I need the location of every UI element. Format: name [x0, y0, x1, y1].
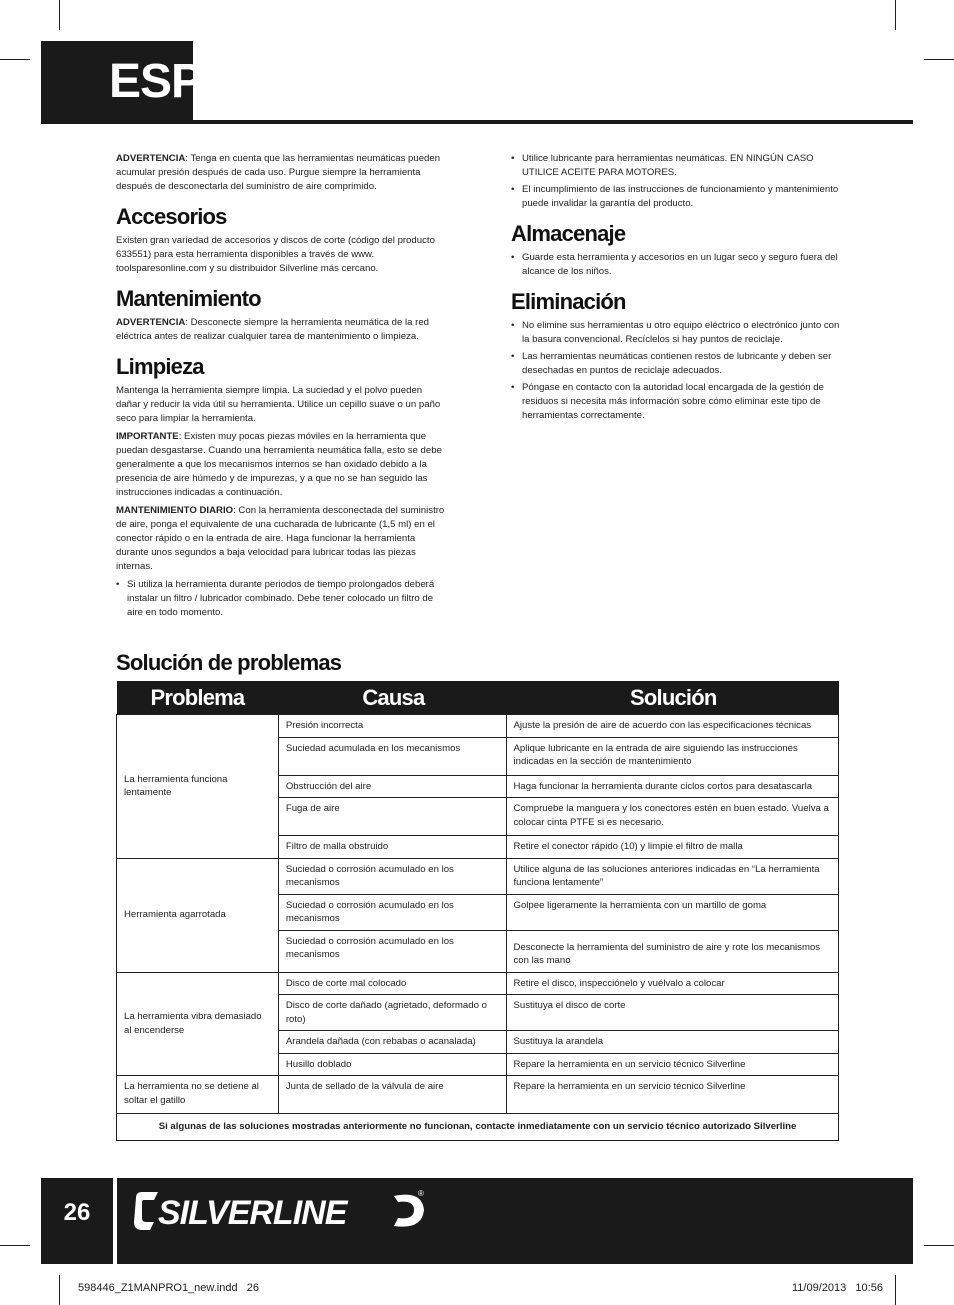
maintenance-warning: ADVERTENCIA: Desconecte siempre la herramienta neumática de la red eléctrica antes de realizar cualquier tarea de mantenimiento o limpieza.: [116, 317, 429, 342]
solution-cell: Repare la herramienta en un servicio técnico Silverline: [506, 1076, 839, 1114]
list-item: • No elimine sus herramientas u otro equipo eléctrico o electrónico junto con la basura convencional. Recíclelos si hay puntos de reciclaje.: [511, 319, 841, 347]
table-row: [117, 972, 839, 995]
eliminacion-bullets: [511, 319, 841, 423]
crop-mark: [59, 0, 60, 30]
cause-cell: Fuga de aire: [278, 798, 506, 836]
solution-cell: Aplique lubricante en la entrada de aire siguiendo las instrucciones indicadas en la sección de mantenimiento: [506, 737, 839, 775]
footer-separator: [113, 1178, 117, 1264]
column-header-solucion: Solución: [506, 681, 839, 715]
lubricant-bullets: [511, 152, 841, 211]
problem-cell: La herramienta funciona lentamente: [117, 715, 279, 859]
solution-cell: Haga funcionar la herramienta durante ciclos cortos para desatascarla: [506, 775, 839, 798]
cause-cell: Filtro de malla obstruido: [278, 836, 506, 859]
accesorios-text: Existen gran variedad de accesorios y discos de corte (código del producto 633551) para esta herramienta disponibles a través de www. toolsparesonline.com y su distribuidor Silverline más cercano.: [116, 235, 435, 274]
problem-cell: La herramienta vibra demasiado al encenderse: [117, 972, 279, 1076]
troubleshooting-table: [116, 681, 839, 1141]
language-tab: ESP: [41, 41, 193, 123]
solution-cell: Retire el disco, inspecciónelo y vuélvalo a colocar: [506, 972, 839, 995]
column-header-causa: Causa: [278, 681, 506, 715]
silverline-logo-graphic: [132, 1188, 432, 1234]
troubleshooting-title: Solución de problemas: [116, 650, 342, 675]
table-row: [117, 1076, 839, 1114]
solution-cell: Ajuste la presión de aire de acuerdo con las especificaciones técnicas: [506, 715, 839, 738]
list-item: • Las herramientas neumáticas contienen restos de lubricante y deben ser desechadas en puntos de reciclaje adecuados.: [511, 350, 841, 378]
crop-mark: [0, 59, 30, 60]
problem-cell: La herramienta no se detiene al soltar el gatillo: [117, 1076, 279, 1114]
cause-cell: Obstrucción del aire: [278, 775, 506, 798]
list-item: • Utilice lubricante para herramientas neumáticas. EN NINGÚN CASO UTILICE ACEITE PARA MOTORES.: [511, 152, 841, 180]
cause-cell: Junta de sellado de la válvula de aire: [278, 1076, 506, 1114]
crop-mark: [0, 1245, 30, 1246]
cause-cell: Husillo doblado: [278, 1053, 506, 1076]
crop-mark: [895, 0, 896, 30]
table-header-row: [117, 681, 839, 715]
solution-cell: Sustituya la arandela: [506, 1031, 839, 1054]
crop-mark: [59, 1275, 60, 1305]
warning-paragraph: ADVERTENCIA: Tenga en cuenta que las herramientas neumáticas pueden acumular presión después de cada uso. Purgue siempre la herramienta después de desconectarla del suministro de aire comprimido.: [116, 153, 441, 192]
almacenaje-bullets: [511, 251, 841, 279]
solution-cell: Golpee ligeramente la herramienta con un martillo de goma: [506, 894, 839, 930]
section-title-limpieza: Limpieza: [116, 354, 204, 379]
list-item: • Si utiliza la herramienta durante periodos de tiempo prolongados deberá instalar un filtro / lubricador combinado. Debe tener colocado un filtro de aire en todo momento.: [116, 578, 446, 620]
cause-cell: Suciedad o corrosión acumulado en los mecanismos: [278, 858, 506, 894]
registered-mark: ®: [418, 1189, 424, 1198]
list-item: • Póngase en contacto con la autoridad local encargada de la gestión de residuos si necesita más información sobre cómo eliminar este tipo de herramientas correctamente.: [511, 381, 841, 423]
solution-cell: Utilice alguna de las soluciones anteriores indicadas en “La herramienta funciona lentamente”: [506, 858, 839, 894]
limpieza-bullets: [116, 578, 446, 620]
cause-cell: Suciedad o corrosión acumulado en los mecanismos: [278, 930, 506, 972]
list-item: • El incumplimiento de las instrucciones de funcionamiento y mantenimiento puede invalidar la garantía del producto.: [511, 183, 841, 211]
crop-mark: [895, 1275, 896, 1305]
section-title-mantenimiento: Mantenimiento: [116, 286, 261, 311]
solution-cell: Retire el conector rápido (10) y limpie el filtro de malla: [506, 836, 839, 859]
solution-cell: Compruebe la manguera y los conectores estén en buen estado. Vuelva a colocar cinta PTFE si es necesario.: [506, 798, 839, 836]
logo-wordmark: SILVERLINE: [158, 1194, 347, 1232]
column-header-problema: Problema: [117, 681, 279, 715]
header-rule: [41, 120, 913, 124]
cause-cell: Presión incorrecta: [278, 715, 506, 738]
silverline-logo: [132, 1188, 432, 1239]
problem-cell: Herramienta agarrotada: [117, 858, 279, 972]
daily-maintenance-paragraph: MANTENIMIENTO DIARIO: Con la herramienta desconectada del suministro de aire, ponga el equivalente de una cucharada de lubricante (1,5 ml) en el conector rápido o en la entrada de aire. Haga funcionar la herramienta durante unos segundos a baja velocidad para lubricar todas las piezas internas.: [116, 505, 445, 572]
cause-cell: Disco de corte mal colocado: [278, 972, 506, 995]
section-title-eliminacion: Eliminación: [511, 289, 626, 314]
cause-cell: Disco de corte dañado (agrietado, deformado o roto): [278, 995, 506, 1031]
page-number: 26: [63, 1199, 91, 1226]
section-title-almacenaje: Almacenaje: [511, 221, 626, 246]
table-footer-row: [117, 1114, 839, 1141]
slug-date: 11/09/2013 10:56: [792, 1282, 883, 1294]
important-paragraph: IMPORTANTE: Existen muy pocas piezas móviles en la herramienta que puedan desgastarse. Cuando una herramienta neumática falla, esto se debe generalmente a que los mecanismos internos se han oxidado debido a la presencia de aire húmedo y de impurezas, y a que no se han seguido las instrucciones indicadas a continuación.: [116, 431, 442, 498]
cause-cell: Arandela dañada (con rebabas o acanalada): [278, 1031, 506, 1054]
left-column: [116, 152, 446, 624]
table-row: [117, 858, 839, 894]
table-row: [117, 715, 839, 738]
crop-mark: [924, 1245, 954, 1246]
slug-filename: 598446_Z1MANPRO1_new.indd 26: [78, 1282, 260, 1294]
table-footer-note: Si algunas de las soluciones mostradas anteriormente no funcionan, contacte inmediatamente con un servicio técnico autorizado Silverline: [117, 1114, 839, 1141]
limpieza-text: Mantenga la herramienta siempre limpia. La suciedad y el polvo pueden dañar y reducir la vida útil su herramienta. Utilice un cepillo suave o un paño seco para limpiar la herramienta.: [116, 385, 441, 424]
solution-cell: Desconecte la herramienta del suministro de aire y rote los mecanismos con las mano: [506, 930, 839, 972]
right-column: [511, 152, 841, 427]
section-title-accesorios: Accesorios: [116, 204, 227, 229]
list-item: • Guarde esta herramienta y accesorios en un lugar seco y seguro fuera del alcance de los niños.: [511, 251, 841, 279]
solution-cell: Sustituya el disco de corte: [506, 995, 839, 1031]
cause-cell: Suciedad o corrosión acumulado en los mecanismos: [278, 894, 506, 930]
cause-cell: Suciedad acumulada en los mecanismos: [278, 737, 506, 775]
crop-mark: [924, 59, 954, 60]
solution-cell: Repare la herramienta en un servicio técnico Silverline: [506, 1053, 839, 1076]
